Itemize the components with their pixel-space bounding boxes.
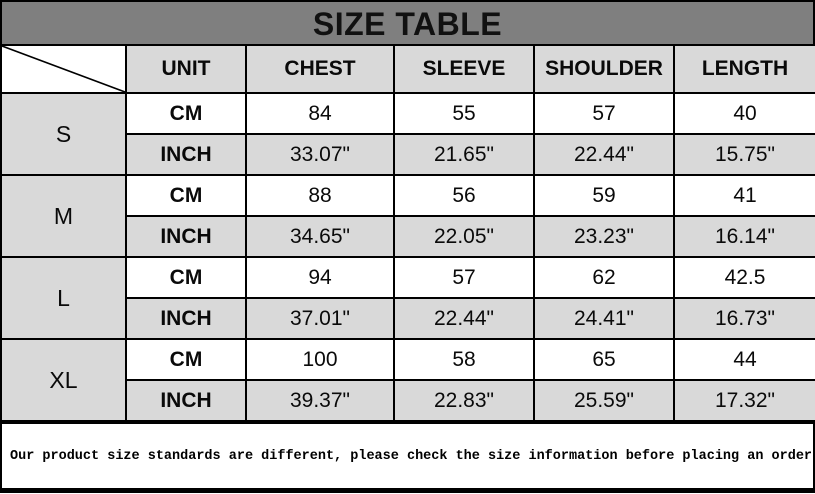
value-s-inch-shoulder: 22.44" [534,134,674,175]
value-l-inch-length: 16.73" [674,298,815,339]
value-s-cm-sleeve: 55 [394,93,534,134]
row-xl-cm [1,339,815,380]
value-s-inch-length: 15.75" [674,134,815,175]
value-m-inch-chest: 34.65" [246,216,394,257]
value-m-inch-length: 16.14" [674,216,815,257]
unit-label-inch: INCH [126,380,246,421]
value-xl-cm-sleeve: 58 [394,339,534,380]
value-l-cm-length: 42.5 [674,257,815,298]
value-xl-cm-chest: 100 [246,339,394,380]
size-label-l: L [1,257,126,339]
value-xl-inch-shoulder: 25.59" [534,380,674,421]
page-title: SIZE TABLE [312,6,503,42]
value-l-cm-sleeve: 57 [394,257,534,298]
title-bar [0,0,815,44]
size-table [0,44,815,422]
value-m-cm-sleeve: 56 [394,175,534,216]
value-m-cm-shoulder: 59 [534,175,674,216]
value-m-inch-shoulder: 23.23" [534,216,674,257]
value-l-inch-shoulder: 24.41" [534,298,674,339]
column-header-shoulder: SHOULDER [534,45,674,93]
header-row [1,45,815,93]
footer-note-box [0,422,815,493]
value-l-cm-shoulder: 62 [534,257,674,298]
unit-label-cm: CM [126,257,246,298]
row-s-cm [1,93,815,134]
value-l-inch-chest: 37.01" [246,298,394,339]
value-xl-inch-sleeve: 22.83" [394,380,534,421]
value-xl-inch-length: 17.32" [674,380,815,421]
column-header-sleeve: SLEEVE [394,45,534,93]
column-header-unit: UNIT [126,45,246,93]
value-s-cm-length: 40 [674,93,815,134]
unit-label-cm: CM [126,339,246,380]
column-header-chest: CHEST [246,45,394,93]
value-xl-inch-chest: 39.37" [246,380,394,421]
size-label-s: S [1,93,126,175]
unit-label-inch: INCH [126,216,246,257]
value-xl-cm-length: 44 [674,339,815,380]
unit-label-cm: CM [126,175,246,216]
value-s-cm-shoulder: 57 [534,93,674,134]
value-s-cm-chest: 84 [246,93,394,134]
value-l-inch-sleeve: 22.44" [394,298,534,339]
value-m-inch-sleeve: 22.05" [394,216,534,257]
size-label-m: M [1,175,126,257]
value-s-inch-sleeve: 21.65" [394,134,534,175]
column-header-length: LENGTH [674,45,815,93]
value-xl-cm-shoulder: 65 [534,339,674,380]
row-l-cm [1,257,815,298]
value-l-cm-chest: 94 [246,257,394,298]
unit-label-inch: INCH [126,134,246,175]
value-s-inch-chest: 33.07" [246,134,394,175]
corner-cell [1,45,126,93]
footer-note-text: Our product size standards are different, please check the size information before placing an order [10,448,813,464]
row-m-cm [1,175,815,216]
diagonal-line [2,46,125,92]
unit-label-inch: INCH [126,298,246,339]
value-m-cm-length: 41 [674,175,815,216]
size-label-xl: XL [1,339,126,421]
unit-label-cm: CM [126,93,246,134]
value-m-cm-chest: 88 [246,175,394,216]
